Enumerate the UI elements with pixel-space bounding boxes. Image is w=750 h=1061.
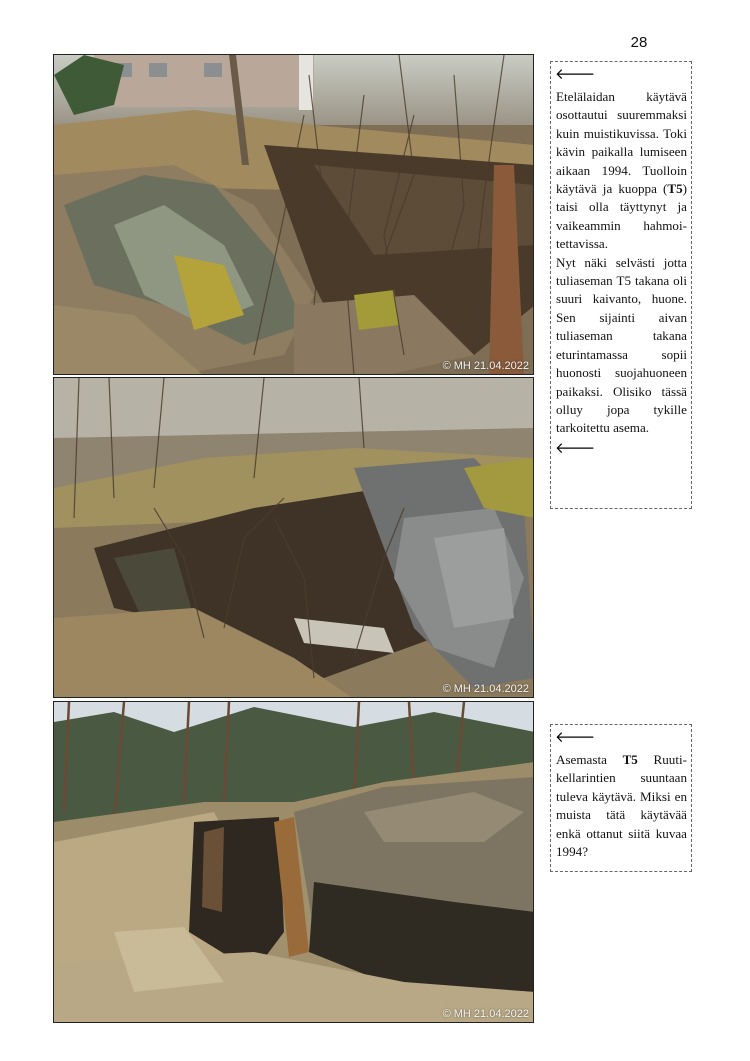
page-number: 28 <box>630 34 648 51</box>
photo-image <box>54 55 534 375</box>
photo-caption: © MH 21.04.2022 <box>442 360 529 372</box>
photo-trench-passage <box>53 701 534 1023</box>
note-text-part: Etelälaidan käytävä osottautui suuremmaksi kuin muistikuvissa. Toki kävin paikalla lumiseen aikaan 1994. Tuolloin käytävä ja kuoppa ( <box>556 89 687 197</box>
photo-image <box>54 378 534 698</box>
photo-image <box>54 702 534 1023</box>
photo-excavation-room <box>53 377 534 698</box>
note-paragraph <box>556 751 687 861</box>
note-box-south-trench <box>550 61 692 509</box>
note-text <box>556 88 687 438</box>
note-paragraph <box>556 88 687 254</box>
position-label-t5: T5 <box>667 181 683 197</box>
left-arrow-icon: 🡐 <box>555 65 596 83</box>
photo-caption: © MH 21.04.2022 <box>442 1008 529 1020</box>
note-box-passage <box>550 724 692 872</box>
note-text-part: ) taisi olla täyttynyt ja vaikeammin hahmoitettavissa. <box>556 181 687 252</box>
position-label-t5: T5 <box>622 752 638 767</box>
note-text-part: Ruutikellarintien suuntaan tuleva käytävä. Miksi en muista tätä käytävää enkä ottanut siitä kuvaa 1994? <box>556 752 687 860</box>
left-arrow-icon: 🡐 <box>555 728 596 746</box>
note-paragraph: Nyt näki selvästi jotta tuliaseman T5 takana oli suuri kaivanto, huone. Sen sijainti aivan tuliaseman takana eturintamassa sopii huonosti suojahuoneen paikaksi. Olisiko tässä olluy jopa tykille tarkoitettu asema. <box>556 254 687 436</box>
photo-caption: © MH 21.04.2022 <box>442 683 529 695</box>
note-text <box>556 751 687 861</box>
note-text-part: Asemasta <box>556 752 623 767</box>
left-arrow-icon: 🡐 <box>555 438 596 457</box>
photo-trench-south-edge <box>53 54 534 375</box>
